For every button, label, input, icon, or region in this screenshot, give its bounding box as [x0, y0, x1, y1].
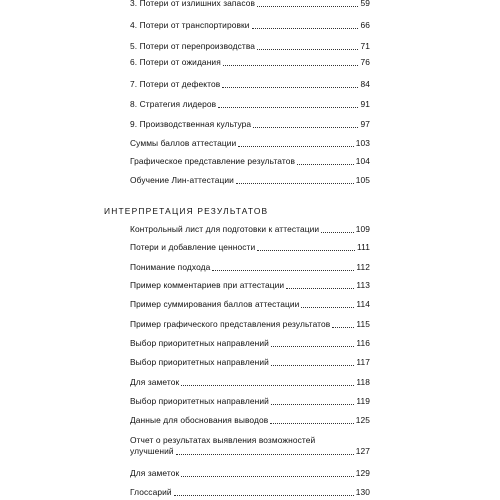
toc-entry — [130, 487, 370, 498]
dot-leader — [176, 454, 354, 455]
toc-entry-title: Пример графического представления результатов — [130, 319, 331, 329]
toc-entry — [130, 435, 370, 457]
toc-entry-page: 117 — [356, 357, 370, 367]
toc-entry-page: 104 — [355, 156, 370, 166]
toc-entry — [130, 156, 370, 167]
toc-entry-title: Выбор приоритетных направлений — [130, 396, 269, 406]
toc-entry-title: 6. Потери от ожидания — [130, 57, 221, 67]
dot-leader — [222, 87, 358, 88]
toc-entry-title: улучшений — [130, 446, 174, 456]
toc-entry — [130, 338, 370, 349]
dot-leader — [223, 65, 359, 66]
toc-entry — [130, 0, 370, 9]
toc-entry-page: 109 — [355, 224, 370, 234]
dot-leader — [257, 49, 358, 50]
toc-entry-page: 59 — [360, 0, 370, 8]
toc-entry — [130, 377, 370, 388]
toc-entry-page: 129 — [355, 468, 370, 478]
dot-leader — [286, 288, 354, 289]
toc-entry-title: Глоссарий — [130, 487, 172, 497]
toc-entry-title: Потери и добавление ценности — [130, 242, 256, 252]
toc-entry-title: Контрольный лист для подготовки к аттестации — [130, 224, 320, 234]
toc-entry — [130, 57, 370, 68]
toc-entry — [130, 415, 370, 426]
dot-leader — [253, 127, 358, 128]
toc-entry-title: 7. Потери от дефектов — [130, 79, 221, 89]
toc-entry-title: Выбор приоритетных направлений — [130, 357, 269, 367]
toc-entry-title: Понимание подхода — [130, 262, 211, 272]
toc-entry-page: 97 — [360, 119, 370, 129]
dot-leader — [271, 346, 354, 347]
toc-entry — [130, 138, 370, 149]
toc-entry — [130, 119, 370, 130]
toc-entry-page: 91 — [360, 99, 370, 109]
toc-entry-page: 105 — [355, 175, 370, 185]
dot-leader — [271, 404, 354, 405]
toc-entry-title: Графическое представление результатов — [130, 156, 296, 166]
toc-entry-title: 3. Потери от излишних запасов — [130, 0, 256, 8]
dot-leader — [257, 250, 355, 251]
toc-entry — [130, 357, 370, 368]
toc-entry-page: 76 — [360, 57, 370, 67]
toc-entry-title: 8. Стратегия лидеров — [130, 99, 217, 109]
dot-leader — [321, 232, 354, 233]
toc-entry-page: 115 — [356, 319, 370, 329]
toc-entry-title: Суммы баллов аттестации — [130, 138, 237, 148]
toc-entry-title: Пример суммирования баллов аттестации — [130, 299, 300, 309]
dot-leader — [174, 495, 354, 496]
toc-entry-title: Выбор приоритетных направлений — [130, 338, 269, 348]
toc-entry-page: 118 — [356, 377, 370, 387]
toc-entry-title: 9. Производственная культура — [130, 119, 252, 129]
section-heading: ИНТЕРПРЕТАЦИЯ РЕЗУЛЬТАТОВ — [104, 206, 269, 216]
toc-entry-page: 71 — [360, 41, 370, 51]
toc-entry-title-line1: Отчет о результатах выявления возможностей — [130, 435, 316, 445]
toc-entry-page: 112 — [356, 262, 370, 272]
toc-entry-title: Для заметок — [130, 468, 180, 478]
toc-entry-title: Данные для обоснования выводов — [130, 415, 269, 425]
dot-leader — [212, 270, 354, 271]
toc-entry-page: 103 — [355, 138, 370, 148]
toc-entry — [130, 20, 370, 31]
toc-entry-title: 4. Потери от транспортировки — [130, 20, 250, 30]
dot-leader — [236, 183, 354, 184]
dot-leader — [332, 327, 354, 328]
toc-entry — [130, 262, 370, 273]
toc-entry-page: 113 — [356, 280, 370, 290]
toc-entry — [130, 224, 370, 235]
dot-leader — [297, 164, 354, 165]
toc-entry — [130, 175, 370, 186]
toc-entry — [130, 99, 370, 110]
toc-entry — [130, 242, 370, 253]
dot-leader — [270, 423, 353, 424]
dot-leader — [181, 385, 354, 386]
dot-leader — [271, 365, 354, 366]
toc-entry-title: 5. Потери от перепроизводства — [130, 41, 256, 51]
toc-entry-title: Пример комментариев при аттестации — [130, 280, 285, 290]
toc-entry — [130, 280, 370, 291]
toc-entry-page: 84 — [360, 79, 370, 89]
toc-entry-page: 111 — [356, 242, 370, 252]
toc-entry-title: Обучение Лин-аттестации — [130, 175, 234, 185]
toc-entry-page: 66 — [360, 20, 370, 30]
dot-leader — [181, 476, 354, 477]
toc-entry — [130, 468, 370, 479]
toc-entry-page: 116 — [356, 338, 370, 348]
dot-leader — [301, 307, 354, 308]
toc-entry — [130, 299, 370, 310]
dot-leader — [238, 146, 353, 147]
toc-entry-page: 119 — [356, 396, 370, 406]
dot-leader — [218, 107, 358, 108]
toc-entry — [130, 396, 370, 407]
toc-entry-page: 114 — [356, 299, 370, 309]
toc-entry — [130, 79, 370, 90]
dot-leader — [252, 28, 359, 29]
toc-entry-page: 127 — [355, 446, 370, 456]
toc-entry-page: 125 — [355, 415, 370, 425]
toc-entry-title: Для заметок — [130, 377, 180, 387]
dot-leader — [257, 6, 358, 7]
toc-entry-page: 130 — [355, 487, 370, 497]
toc-entry — [130, 319, 370, 330]
toc-entry — [130, 41, 370, 52]
